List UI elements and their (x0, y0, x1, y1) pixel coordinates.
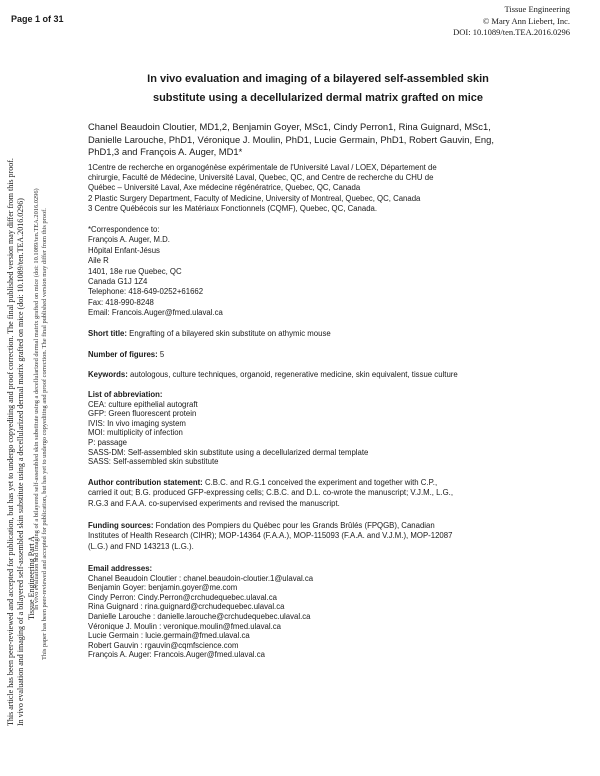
funding-label: Funding sources: (88, 521, 154, 530)
correspondence-block (88, 225, 548, 319)
correspondence-line: Hôpital Enfant-Jésus (88, 245, 160, 255)
number-of-figures (88, 350, 548, 359)
affiliation-line: 2 Plastic Surgery Department, Faculty of Medicine, University of Montreal, Quebec, QC, Canada (88, 193, 421, 203)
journal-header (453, 4, 570, 39)
author-list (88, 121, 548, 159)
correspondence-line: Email: Francois.Auger@fmed.ulaval.ca (88, 308, 223, 318)
funding-line: Fondation des Pompiers du Québec pour les Grands Brûlés (FPQGB), Canadian (155, 521, 435, 530)
journal-name: Tissue Engineering (504, 4, 570, 14)
abbreviation-item: CEA: culture epithelial autograft (88, 399, 198, 409)
email-item: Danielle Larouche : danielle.larouche@crchudequebec.ulaval.ca (88, 611, 311, 621)
email-item: Véronique J. Moulin : veronique.moulin@fmed.ulaval.ca (88, 621, 281, 631)
short-title-text: Engrafting of a bilayered skin substitute on athymic mouse (129, 329, 331, 338)
keywords-label: Keywords: (88, 370, 128, 379)
email-item: Robert Gauvin : rgauvin@cqmfscience.com (88, 640, 239, 650)
correspondence-line: Canada G1J 1Z4 (88, 277, 148, 287)
side-disclaimer: This article has been peer-reviewed and accepted for publication, but has yet to undergo copyediting and proof correction. The final published version may differ from this proof. (6, 158, 15, 726)
keywords-text: autologous, culture techniques, organoid, regenerative medicine, skin equivalent, tissue culture (130, 370, 458, 379)
contribution-label: Author contribution statement: (88, 478, 203, 487)
short-title (88, 329, 548, 338)
correspondence-line: Telephone: 418-649-0252+61662 (88, 287, 204, 297)
author-line: Danielle Larouche, PhD1, Véronique J. Moulin, PhD1, Lucie Germain, PhD1, Robert Gauvin, Eng, (88, 133, 494, 145)
funding-line: Institutes of Health Research (CIHR); MOP-14364 (F.A.A.), MOP-115093 (F.A.A. and V.J.M.), MOP-12087 (88, 531, 453, 541)
correspondence-line: *Correspondence to: (88, 225, 160, 234)
email-item: Lucie Germain : lucie.germain@fmed.ulaval.ca (88, 631, 250, 641)
funding-sources (88, 521, 548, 552)
affiliation-line: 1Centre de recherche en organogénèse expérimentale de l'Université Laval / LOEX, Département de (88, 163, 437, 172)
email-item: Chanel Beaudoin Cloutier : chanel.beaudoin-cloutier.1@ulaval.ca (88, 573, 314, 583)
abbreviation-list (88, 390, 548, 467)
email-item: Benjamin Goyer: benjamin.goyer@me.com (88, 583, 238, 593)
paper-title (88, 70, 548, 108)
correspondence-line: Aile R (88, 256, 109, 266)
abbreviation-item: GFP: Green fluorescent protein (88, 409, 197, 419)
author-line: PhD1,3 and François A. Auger, MD1* (88, 146, 243, 157)
figures-count: 5 (159, 350, 165, 359)
abbreviation-item: IVIS: In vivo imaging system (88, 418, 186, 428)
title-line-2: substitute using a decellularized dermal matrix grafted on mice (152, 92, 484, 104)
author-line: Chanel Beaudoin Cloutier, MD1,2, Benjamin Goyer, MSc1, Cindy Perron1, Rina Guignard, MSc1, (88, 121, 491, 132)
affiliation-line: 3 Centre Québécois sur les Matériaux Fonctionnels (CQMF), Quebec, QC, Canada. (88, 203, 378, 213)
correspondence-line: François A. Auger, M.D. (88, 235, 170, 245)
contribution-line: R.G.3 and F.A.A. co-supervised experiments and revised the manuscript. (88, 498, 340, 508)
short-title-label: Short title: (88, 329, 127, 338)
journal-doi: DOI: 10.1089/ten.TEA.2016.0296 (453, 27, 570, 37)
journal-publisher: © Mary Ann Liebert, Inc. (482, 15, 570, 26)
figures-label: Number of figures: (88, 350, 158, 359)
title-line-1: In vivo evaluation and imaging of a bilayered self-assembled skin (147, 73, 489, 85)
correspondence-line: Fax: 418-990-8248 (88, 297, 154, 307)
side-citation: In vivo evaluation and imaging of a bilayered self-assembled skin substitute using a decellularized dermal matrix grafted on mice (doi: 10.1089/ten.TEA.2016.0296) (16, 198, 25, 726)
funding-line: (L.G.) and FND 143213 (L.G.). (88, 541, 194, 551)
abbreviation-label: List of abbreviation: (88, 390, 163, 399)
contribution-line: carried it out; B.G. produced GFP-expressing cells; C.B.C. and D.L. co-wrote the manuscript; V.J.M., L.G., (88, 488, 454, 498)
side-disclaimer-small: This paper has been peer-reviewed and accepted for publication, but has yet to undergo copyediting and proof correction. The final published version may differ from this proof. (41, 208, 48, 660)
email-label: Email addresses: (88, 564, 153, 573)
abbreviation-item: SASS: Self-assembled skin substitute (88, 457, 219, 467)
page-indicator: Page 1 of 31 (11, 14, 64, 24)
abbreviation-item: SASS-DM: Self-assembled skin substitute using a decellularized dermal template (88, 447, 369, 457)
correspondence-line: 1401, 18e rue Quebec, QC (88, 266, 182, 276)
side-journal-label: Tissue Engineering Part A (27, 536, 36, 620)
email-item: Cindy Perron: Cindy.Perron@crchudequebec.ulaval.ca (88, 592, 277, 602)
affiliation-line: chirurgie, Faculté de Médecine, Université Laval, Quebec, QC, and Centre de recherche du CHU de (88, 173, 434, 183)
contribution-line: C.B.C. and R.G.1 conceived the experiment and together with C.P., (204, 478, 438, 487)
affiliation-line: Québec – Université Laval, Axe médecine régénératrice, Quebec, QC, Canada (88, 183, 361, 193)
keywords (88, 370, 548, 379)
side-citation-small: In vivo evaluation and imaging of a bilayered self-assembled skin substitute using a decellularized dermal matrix grafted on mice (doi: 10.1089/ten.TEA.2016.0296) (33, 188, 40, 610)
author-contribution (88, 478, 548, 509)
email-addresses (88, 564, 548, 660)
email-item: Rina Guignard : rina.guignard@crchudequebec.ulaval.ca (88, 602, 285, 612)
abbreviation-item: MOI: multiplicity of infection (88, 428, 183, 438)
email-item: François A. Auger: Francois.Auger@fmed.ulaval.ca (88, 650, 265, 660)
affiliations (88, 163, 548, 214)
abbreviation-item: P: passage (88, 437, 128, 447)
